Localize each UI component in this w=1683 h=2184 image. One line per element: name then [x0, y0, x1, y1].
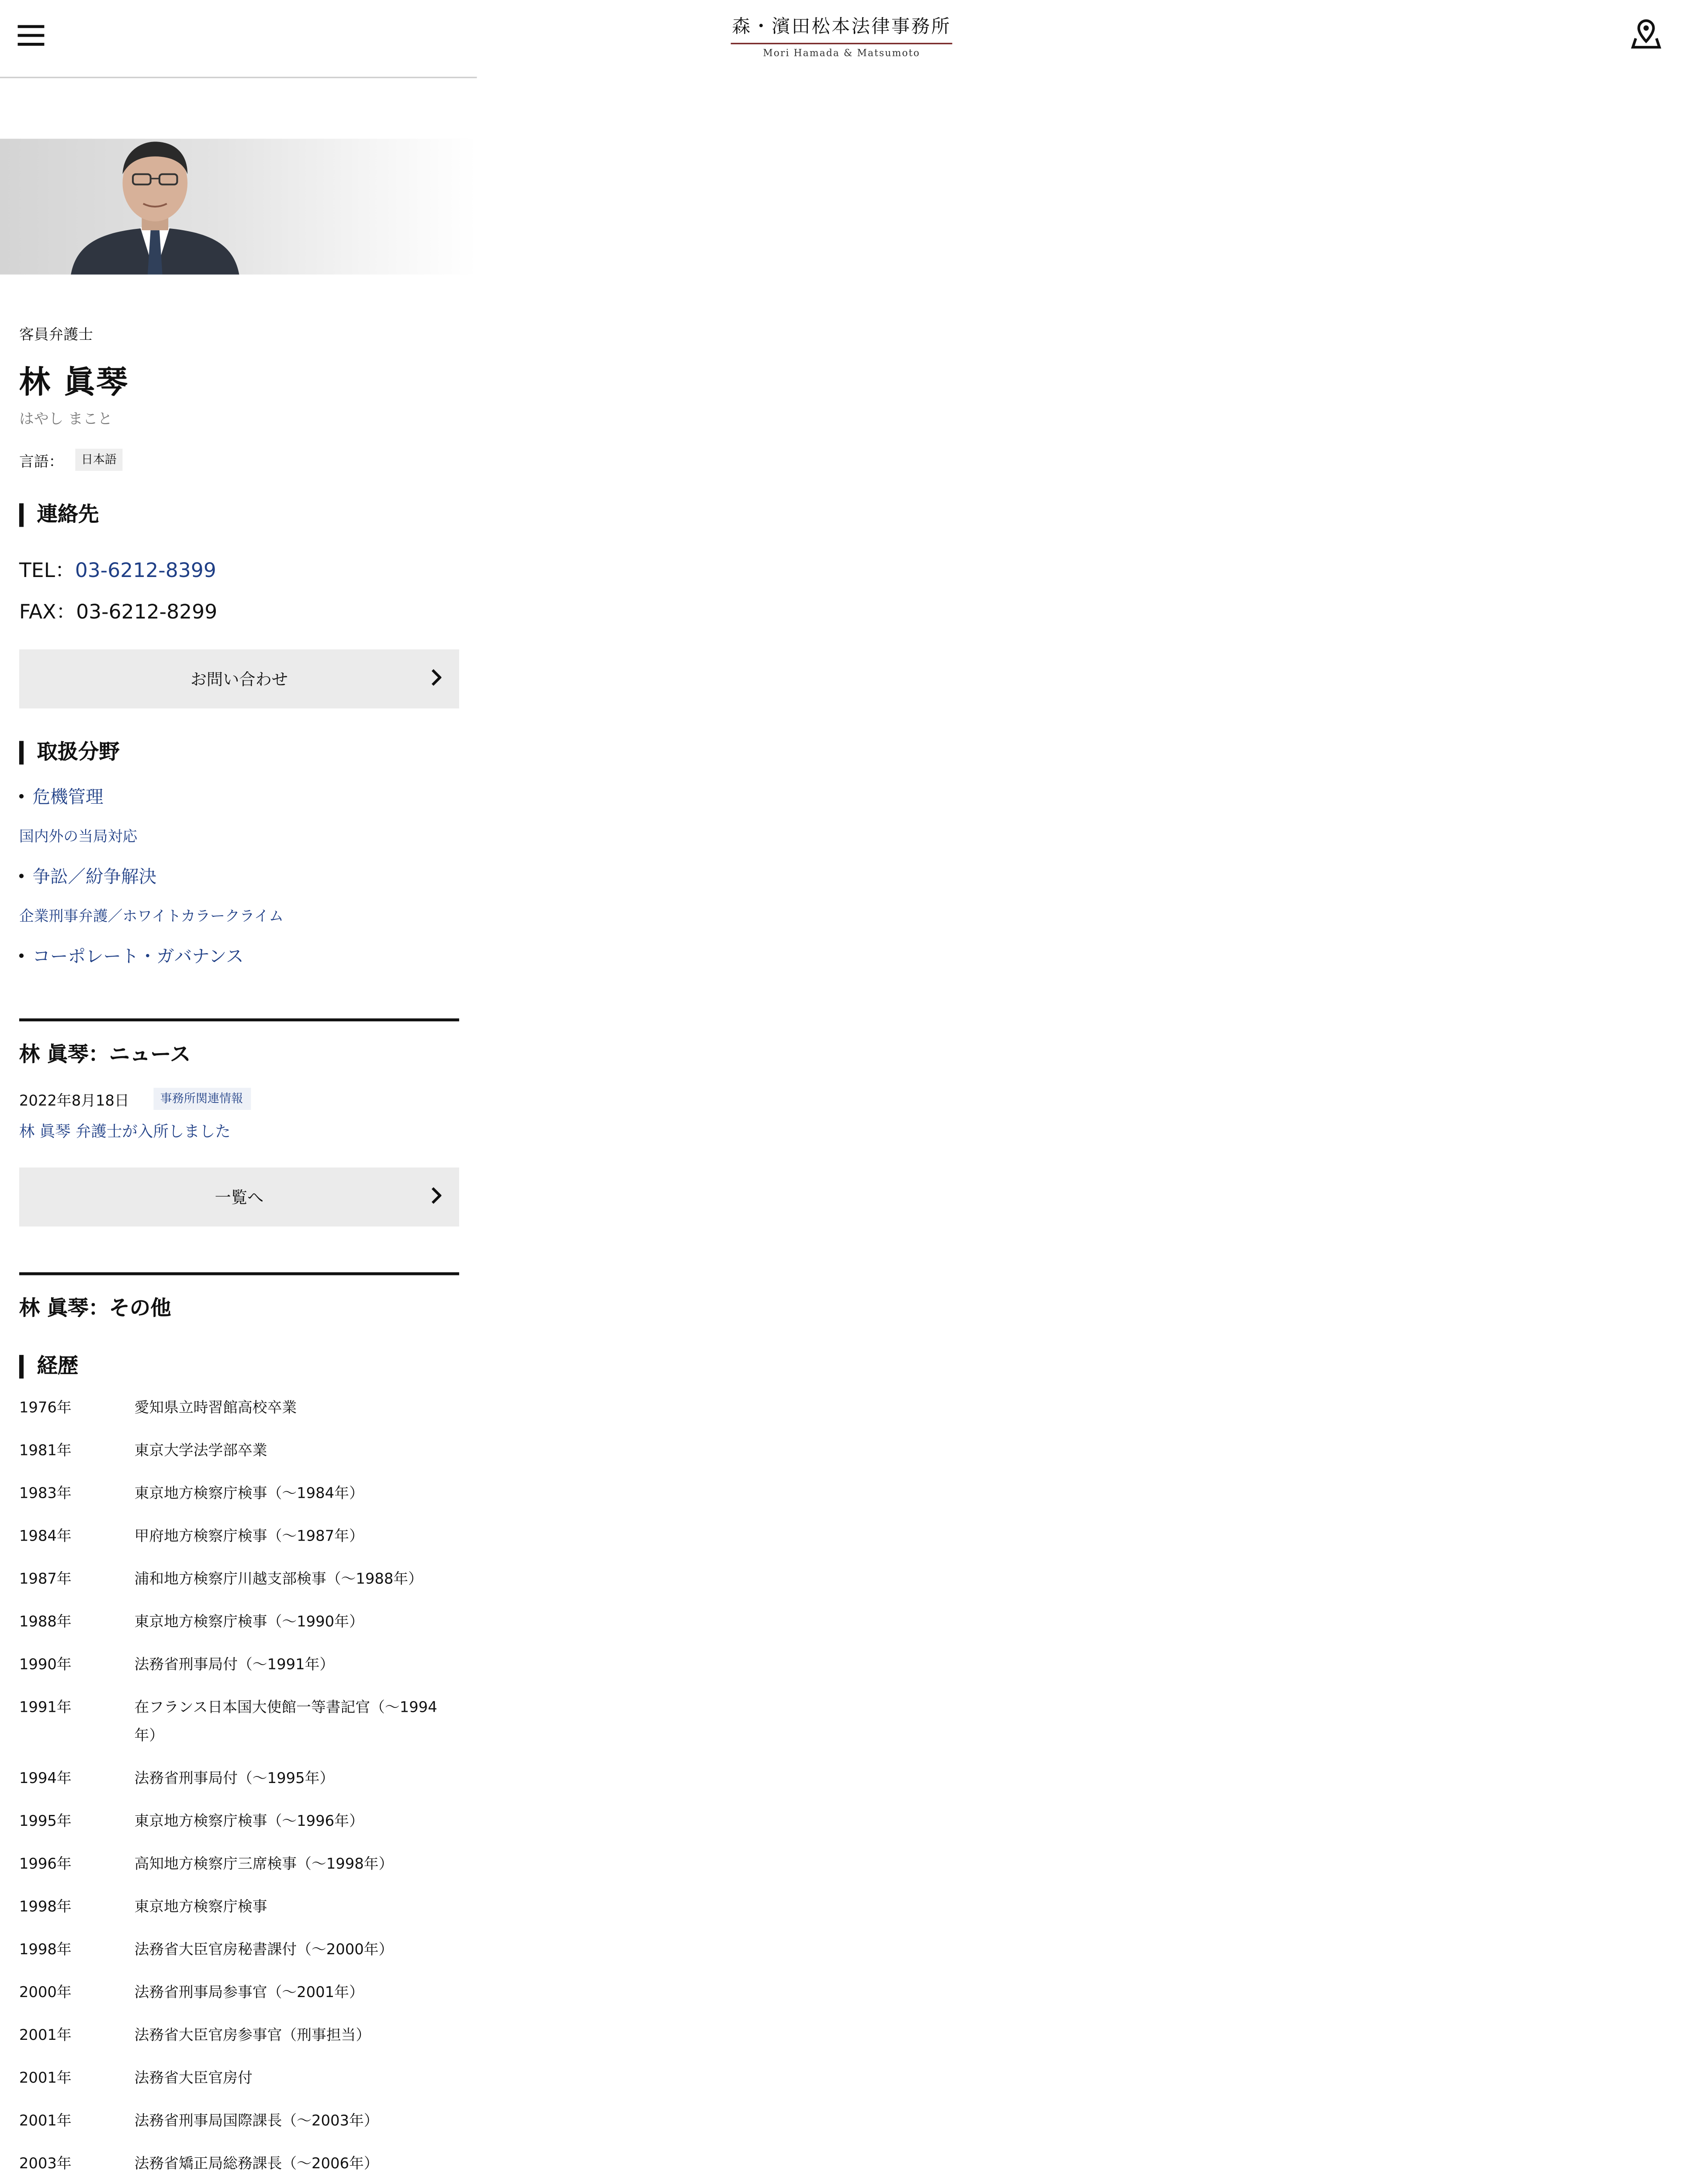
- tel-link[interactable]: 03-6212-8399: [75, 559, 216, 583]
- news-headline-link[interactable]: 林 眞琴 弁護士が入所しました: [19, 1123, 231, 1141]
- career-event: 東京大学法学部卒業: [134, 1443, 267, 1460]
- career-event: 在フランス日本国大使館一等書記官（～1994年）: [134, 1700, 437, 1745]
- career-row: [19, 2108, 459, 2136]
- language-badge: 日本語: [75, 449, 122, 471]
- career-row: [19, 1936, 459, 1964]
- career-event: 東京地方検察庁検事（～1996年）: [134, 1814, 364, 1830]
- career-row: [19, 1395, 459, 1423]
- career-row: [19, 2065, 459, 2093]
- tel-label: TEL：: [19, 559, 75, 583]
- career-event: 法務省刑事局付（～1991年）: [134, 1657, 335, 1674]
- career-row: [19, 2150, 459, 2178]
- career-row: [19, 1652, 459, 1679]
- career-year: 1983年: [19, 1486, 72, 1503]
- practice-area-list: [19, 784, 459, 968]
- career-row: [19, 1523, 459, 1551]
- career-row: [19, 2022, 459, 2050]
- profile-content: [19, 274, 459, 2184]
- logo-japanese: 森・濱田松本法律事務所: [732, 14, 951, 37]
- career-event: 東京地方検察庁検事（～1990年）: [134, 1614, 364, 1631]
- news-list-button[interactable]: [19, 1168, 459, 1227]
- career-event: 浦和地方検察庁川越支部検事（～1988年）: [134, 1572, 423, 1588]
- logo-divider: [731, 43, 952, 44]
- chevron-right-icon: [429, 669, 441, 687]
- logo-english: Mori Hamada & Matsumoto: [763, 47, 920, 59]
- practice-area-link[interactable]: 危機管理: [32, 787, 104, 808]
- language-row: [19, 449, 459, 471]
- fax-row: [19, 595, 459, 625]
- inquiry-button-label: お問い合わせ: [190, 670, 288, 689]
- career-event: 高知地方検察庁三席検事（～1998年）: [134, 1856, 394, 1873]
- tel-row: [19, 553, 459, 583]
- career-year: 1995年: [19, 1814, 72, 1830]
- map-pin-icon[interactable]: [1630, 18, 1662, 50]
- career-year: 1996年: [19, 1856, 72, 1873]
- fax-number: 03-6212-8299: [76, 601, 218, 625]
- career-heading: 経歴: [19, 1355, 459, 1379]
- career-year: 2000年: [19, 1985, 72, 2001]
- news-list-button-label: 一覧へ: [215, 1188, 264, 1208]
- career-event: 法務省大臣官房付: [134, 2070, 253, 2087]
- news-heading: 林 眞琴：ニュース: [19, 1043, 191, 1068]
- lawyer-name: 林 眞琴: [19, 364, 129, 400]
- career-event: 法務省刑事局参事官（～2001年）: [134, 1985, 364, 2001]
- career-list: [19, 1395, 459, 2184]
- lawyer-role: 客員弁護士: [19, 328, 93, 344]
- practice-area-link[interactable]: コーポレート・ガバナンス: [32, 946, 244, 967]
- language-label: 言語：: [19, 454, 64, 471]
- career-row: [19, 1694, 459, 1750]
- news-category-badge: 事務所関連情報: [153, 1088, 250, 1110]
- news-meta: [19, 1088, 459, 1110]
- career-event: 法務省大臣官房参事官（刑事担当）: [134, 2028, 371, 2044]
- bullet-icon: [19, 954, 24, 958]
- career-year: 1991年: [19, 1700, 72, 1717]
- career-event: 法務省矯正局総務課長（～2006年）: [134, 2156, 379, 2173]
- career-event: 法務省刑事局国際課長（～2003年）: [134, 2113, 379, 2130]
- career-event: 東京地方検察庁検事: [134, 1899, 267, 1916]
- other-heading: 林 眞琴：その他: [19, 1297, 171, 1321]
- news-date: 2022年8月18日: [19, 1093, 129, 1110]
- bullet-icon: [19, 874, 24, 878]
- practice-area-link[interactable]: 争訟／紛争解決: [32, 866, 157, 887]
- career-row: [19, 1566, 459, 1594]
- practice-area-item: [19, 784, 459, 846]
- career-year: 2001年: [19, 2028, 72, 2044]
- career-event: 甲府地方検察庁検事（～1987年）: [134, 1529, 364, 1545]
- practice-area-item: [19, 864, 459, 926]
- practice-area-sub-link[interactable]: 国内外の当局対応: [19, 829, 138, 846]
- career-row: [19, 1979, 459, 2007]
- other-divider: [19, 1272, 459, 1275]
- chevron-right-icon: [429, 1187, 441, 1205]
- career-year: 1976年: [19, 1400, 72, 1417]
- practice-area-item: [19, 943, 459, 968]
- career-year: 1988年: [19, 1614, 72, 1631]
- site-logo[interactable]: [731, 12, 952, 59]
- career-year: 1990年: [19, 1657, 72, 1674]
- practice-areas-heading: 取扱分野: [19, 741, 459, 764]
- news-divider: [19, 1019, 459, 1022]
- career-year: 1984年: [19, 1529, 72, 1545]
- career-year: 2003年: [19, 2156, 72, 2173]
- career-event: 愛知県立時習館高校卒業: [134, 1400, 297, 1417]
- fax-label: FAX：: [19, 601, 76, 625]
- career-row: [19, 1480, 459, 1508]
- career-row: [19, 1609, 459, 1637]
- portrait-photo: [0, 139, 477, 275]
- news-item: [19, 1120, 459, 1143]
- career-year: 1994年: [19, 1771, 72, 1787]
- career-year: 2001年: [19, 2113, 72, 2130]
- bullet-icon: [19, 794, 24, 798]
- practice-area-sub-link[interactable]: 企業刑事弁護／ホワイトカラークライム: [19, 909, 284, 926]
- career-row: [19, 1894, 459, 1921]
- hamburger-menu-icon[interactable]: [18, 21, 50, 47]
- header-divider: [0, 77, 477, 78]
- career-row: [19, 1765, 459, 1793]
- career-row: [19, 1851, 459, 1879]
- career-event: 法務省大臣官房秘書課付（～2000年）: [134, 1942, 394, 1959]
- career-year: 1998年: [19, 1899, 72, 1916]
- career-event: 東京地方検察庁検事（～1984年）: [134, 1486, 364, 1503]
- career-year: 2001年: [19, 2070, 72, 2087]
- career-row: [19, 1808, 459, 1836]
- inquiry-button[interactable]: [19, 650, 459, 708]
- career-year: 1998年: [19, 1942, 72, 1959]
- career-year: 1987年: [19, 1572, 72, 1588]
- career-year: 1981年: [19, 1443, 72, 1460]
- site-header: [0, 0, 1683, 77]
- contact-heading: 連絡先: [19, 503, 459, 527]
- lawyer-name-kana: はやし まこと: [19, 411, 113, 428]
- career-event: 法務省刑事局付（～1995年）: [134, 1771, 335, 1787]
- career-row: [19, 1438, 459, 1465]
